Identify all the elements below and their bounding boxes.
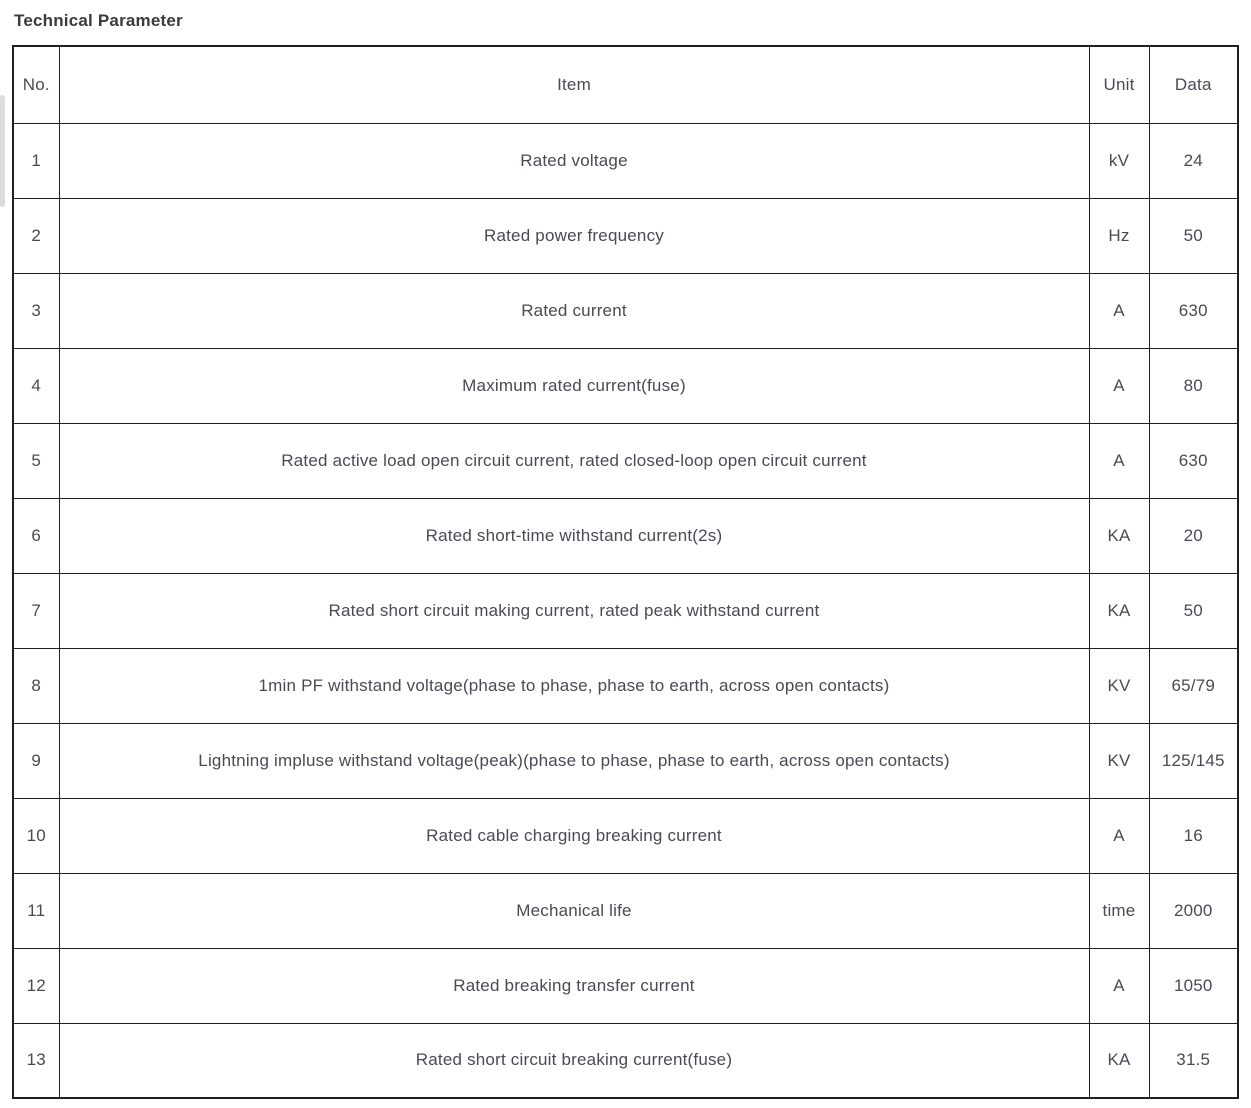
row-number-cell: 1 bbox=[13, 123, 59, 198]
row-number-cell: 7 bbox=[13, 573, 59, 648]
row-number-cell: 4 bbox=[13, 348, 59, 423]
data-cell: 1050 bbox=[1149, 948, 1238, 1023]
data-cell: 20 bbox=[1149, 498, 1238, 573]
data-cell: 65/79 bbox=[1149, 648, 1238, 723]
row-number-cell: 9 bbox=[13, 723, 59, 798]
data-cell: 125/145 bbox=[1149, 723, 1238, 798]
unit-cell: A bbox=[1089, 423, 1149, 498]
column-header-no: No. bbox=[13, 46, 59, 123]
data-cell: 31.5 bbox=[1149, 1023, 1238, 1098]
data-cell: 2000 bbox=[1149, 873, 1238, 948]
row-number-cell: 5 bbox=[13, 423, 59, 498]
row-number-cell: 3 bbox=[13, 273, 59, 348]
table-row bbox=[13, 498, 1238, 573]
unit-cell: A bbox=[1089, 348, 1149, 423]
item-cell: Rated power frequency bbox=[59, 198, 1089, 273]
data-cell: 630 bbox=[1149, 273, 1238, 348]
row-number-cell: 2 bbox=[13, 198, 59, 273]
technical-parameter-table bbox=[12, 45, 1239, 1099]
item-cell: Rated active load open circuit current, rated closed-loop open circuit current bbox=[59, 423, 1089, 498]
column-header-item: Item bbox=[59, 46, 1089, 123]
header-row bbox=[13, 46, 1238, 123]
row-number-cell: 13 bbox=[13, 1023, 59, 1098]
unit-cell: KA bbox=[1089, 1023, 1149, 1098]
item-cell: Lightning impluse withstand voltage(peak)(phase to phase, phase to earth, across open contacts) bbox=[59, 723, 1089, 798]
table-row bbox=[13, 873, 1238, 948]
item-cell: 1min PF withstand voltage(phase to phase, phase to earth, across open contacts) bbox=[59, 648, 1089, 723]
data-cell: 16 bbox=[1149, 798, 1238, 873]
unit-cell: Hz bbox=[1089, 198, 1149, 273]
column-header-data: Data bbox=[1149, 46, 1238, 123]
row-number-cell: 12 bbox=[13, 948, 59, 1023]
unit-cell: A bbox=[1089, 798, 1149, 873]
row-number-cell: 10 bbox=[13, 798, 59, 873]
table-body bbox=[13, 123, 1238, 1098]
data-cell: 50 bbox=[1149, 573, 1238, 648]
unit-cell: kV bbox=[1089, 123, 1149, 198]
unit-cell: KV bbox=[1089, 648, 1149, 723]
item-cell: Rated current bbox=[59, 273, 1089, 348]
unit-cell: KA bbox=[1089, 498, 1149, 573]
table-header bbox=[13, 46, 1238, 123]
row-number-cell: 11 bbox=[13, 873, 59, 948]
item-cell: Rated short circuit breaking current(fuse) bbox=[59, 1023, 1089, 1098]
row-number-cell: 8 bbox=[13, 648, 59, 723]
table-row bbox=[13, 573, 1238, 648]
table-row bbox=[13, 273, 1238, 348]
table-row bbox=[13, 198, 1238, 273]
row-number-cell: 6 bbox=[13, 498, 59, 573]
unit-cell: A bbox=[1089, 273, 1149, 348]
item-cell: Rated cable charging breaking current bbox=[59, 798, 1089, 873]
data-cell: 50 bbox=[1149, 198, 1238, 273]
unit-cell: KA bbox=[1089, 573, 1149, 648]
page-title: Technical Parameter bbox=[14, 11, 183, 30]
data-cell: 80 bbox=[1149, 348, 1238, 423]
table-row bbox=[13, 348, 1238, 423]
item-cell: Rated breaking transfer current bbox=[59, 948, 1089, 1023]
table-row bbox=[13, 423, 1238, 498]
scrollbar-thumb[interactable] bbox=[0, 95, 5, 207]
data-cell: 630 bbox=[1149, 423, 1238, 498]
table-row bbox=[13, 723, 1238, 798]
table-row bbox=[13, 1023, 1238, 1098]
unit-cell: KV bbox=[1089, 723, 1149, 798]
unit-cell: A bbox=[1089, 948, 1149, 1023]
item-cell: Maximum rated current(fuse) bbox=[59, 348, 1089, 423]
data-cell: 24 bbox=[1149, 123, 1238, 198]
item-cell: Rated voltage bbox=[59, 123, 1089, 198]
table-row bbox=[13, 648, 1238, 723]
table-row bbox=[13, 948, 1238, 1023]
column-header-unit: Unit bbox=[1089, 46, 1149, 123]
table-row bbox=[13, 123, 1238, 198]
unit-cell: time bbox=[1089, 873, 1149, 948]
item-cell: Rated short circuit making current, rated peak withstand current bbox=[59, 573, 1089, 648]
item-cell: Rated short-time withstand current(2s) bbox=[59, 498, 1089, 573]
item-cell: Mechanical life bbox=[59, 873, 1089, 948]
table-row bbox=[13, 798, 1238, 873]
